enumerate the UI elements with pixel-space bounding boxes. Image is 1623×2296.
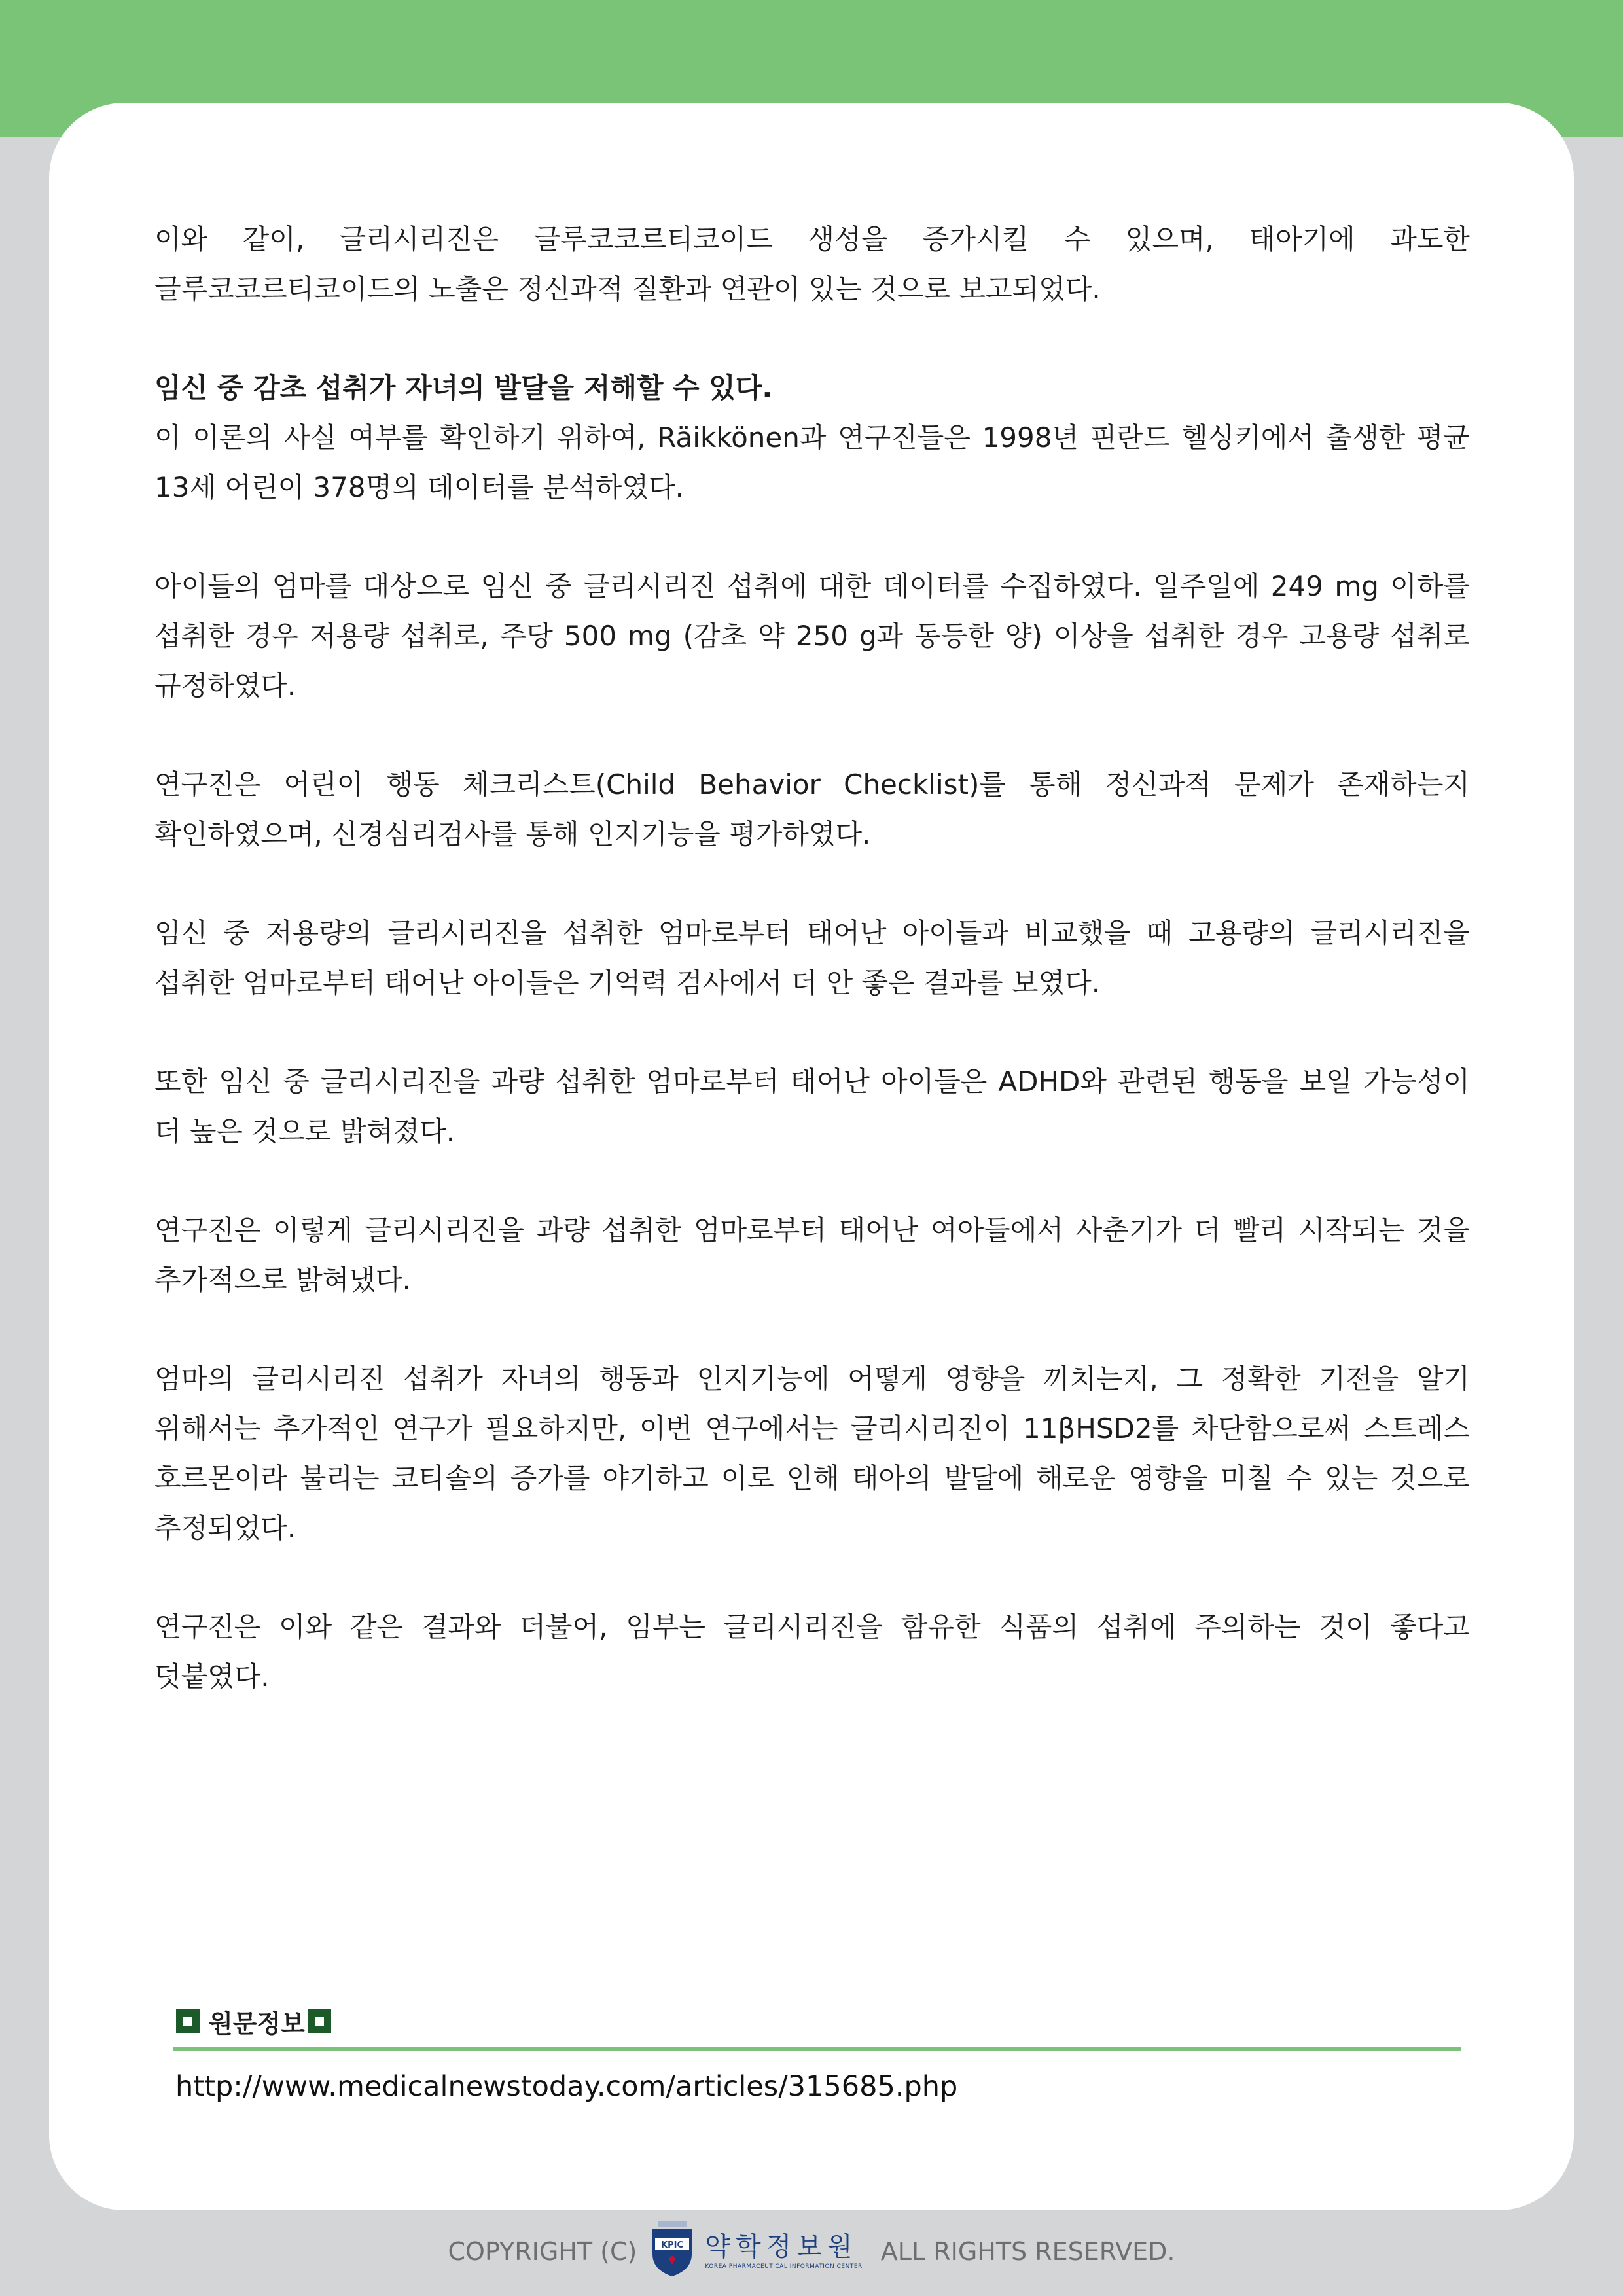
paragraph-puberty: 연구진은 이렇게 글리시리진을 과량 섭취한 엄마로부터 태어난 여아들에서 사춘기가 더 빨리 시작되는 것을 추가적으로 밝혀냈다. (154, 1214, 1470, 1296)
source-title: 원문정보 (209, 2009, 305, 2038)
org-name-en: KOREA PHARMACEUTICAL INFORMATION CENTER (705, 2263, 863, 2270)
paragraph-checklist: 연구진은 어린이 행동 체크리스트(Child Behavior Checklist)를 통해 정신과적 문제가 존재하는지 확인하였으며, 신경심리검사를 통해 인지기능을 평가하였다. (154, 768, 1470, 850)
bullet-square-icon (308, 2009, 331, 2033)
source-info (173, 2003, 1461, 2103)
section-heading: 임신 중 감초 섭취가 자녀의 발달을 저해할 수 있다. (154, 372, 773, 404)
paragraph-mechanism: 엄마의 글리시리진 섭취가 자녀의 행동과 인지기능에 어떻게 영향을 끼치는지, 그 정확한 기전을 알기 위해서는 추가적인 연구가 필요하지만, 이번 연구에서는 글리시리진이 11βHSD2를 차단함으로써 스트레스 호르몬이라 불리는 코티솔의 증가를 야기하고 이로 인해 태아의 발달에 해로운 영향을 미칠 수 있는 것으로 추정되었다. (154, 1363, 1470, 1544)
paragraph-adhd: 또한 임신 중 글리시리진을 과량 섭취한 엄마로부터 태어난 아이들은 ADHD와 관련된 행동을 보일 가능성이 더 높은 것으로 밝혀졌다. (154, 1066, 1470, 1147)
source-title-row (173, 2003, 1461, 2039)
paragraph-conclusion: 연구진은 이와 같은 결과와 더불어, 임부는 글리시리진을 함유한 식품의 섭취에 주의하는 것이 좋다고 덧붙였다. (154, 1611, 1470, 1693)
paragraph-data-collection: 아이들의 엄마를 대상으로 임신 중 글리시리진 섭취에 대한 데이터를 수집하였다. 일주일에 249 mg 이하를 섭취한 경우 저용량 섭취로, 주당 500 mg (감초 약 250 g과 동등한 양) 이상을 섭취한 경우 고용량 섭취로 규정하였다. (154, 570, 1470, 702)
org-name: 약학정보원 (705, 2232, 858, 2262)
bullet-square-icon (176, 2009, 200, 2033)
kpic-emblem-icon (649, 2220, 696, 2284)
paragraph-intro: 이와 같이, 글리시리진은 글루코코르티코이드 생성을 증가시킬 수 있으며, 태아기에 과도한 글루코코르티코이드의 노출은 정신과적 질환과 연관이 있는 것으로 보고되었다. (154, 223, 1470, 305)
source-url-link[interactable]: http://www.medicalnewstoday.com/articles/315685.php (175, 2070, 958, 2103)
article-body (154, 215, 1470, 1751)
footer (0, 2222, 1623, 2281)
source-divider (173, 2047, 1461, 2051)
paragraph-study: 이 이론의 사실 여부를 확인하기 위하여, Räikkönen과 연구진들은 1998년 핀란드 헬싱키에서 출생한 평균 13세 어린이 378명의 데이터를 분석하였다. (154, 422, 1470, 503)
logo-badge-text: KPIC (661, 2240, 684, 2250)
paragraph-memory: 임신 중 저용량의 글리시리진을 섭취한 엄마로부터 태어난 아이들과 비교했을 때 고용량의 글리시리진을 섭취한 엄마로부터 태어난 아이들은 기억력 검사에서 더 안 좋은 결과를 보였다. (154, 917, 1470, 999)
copyright-text: COPYRIGHT (C) (448, 2237, 637, 2266)
rights-text: ALL RIGHTS RESERVED. (880, 2237, 1175, 2266)
org-logo-text (705, 2232, 862, 2271)
